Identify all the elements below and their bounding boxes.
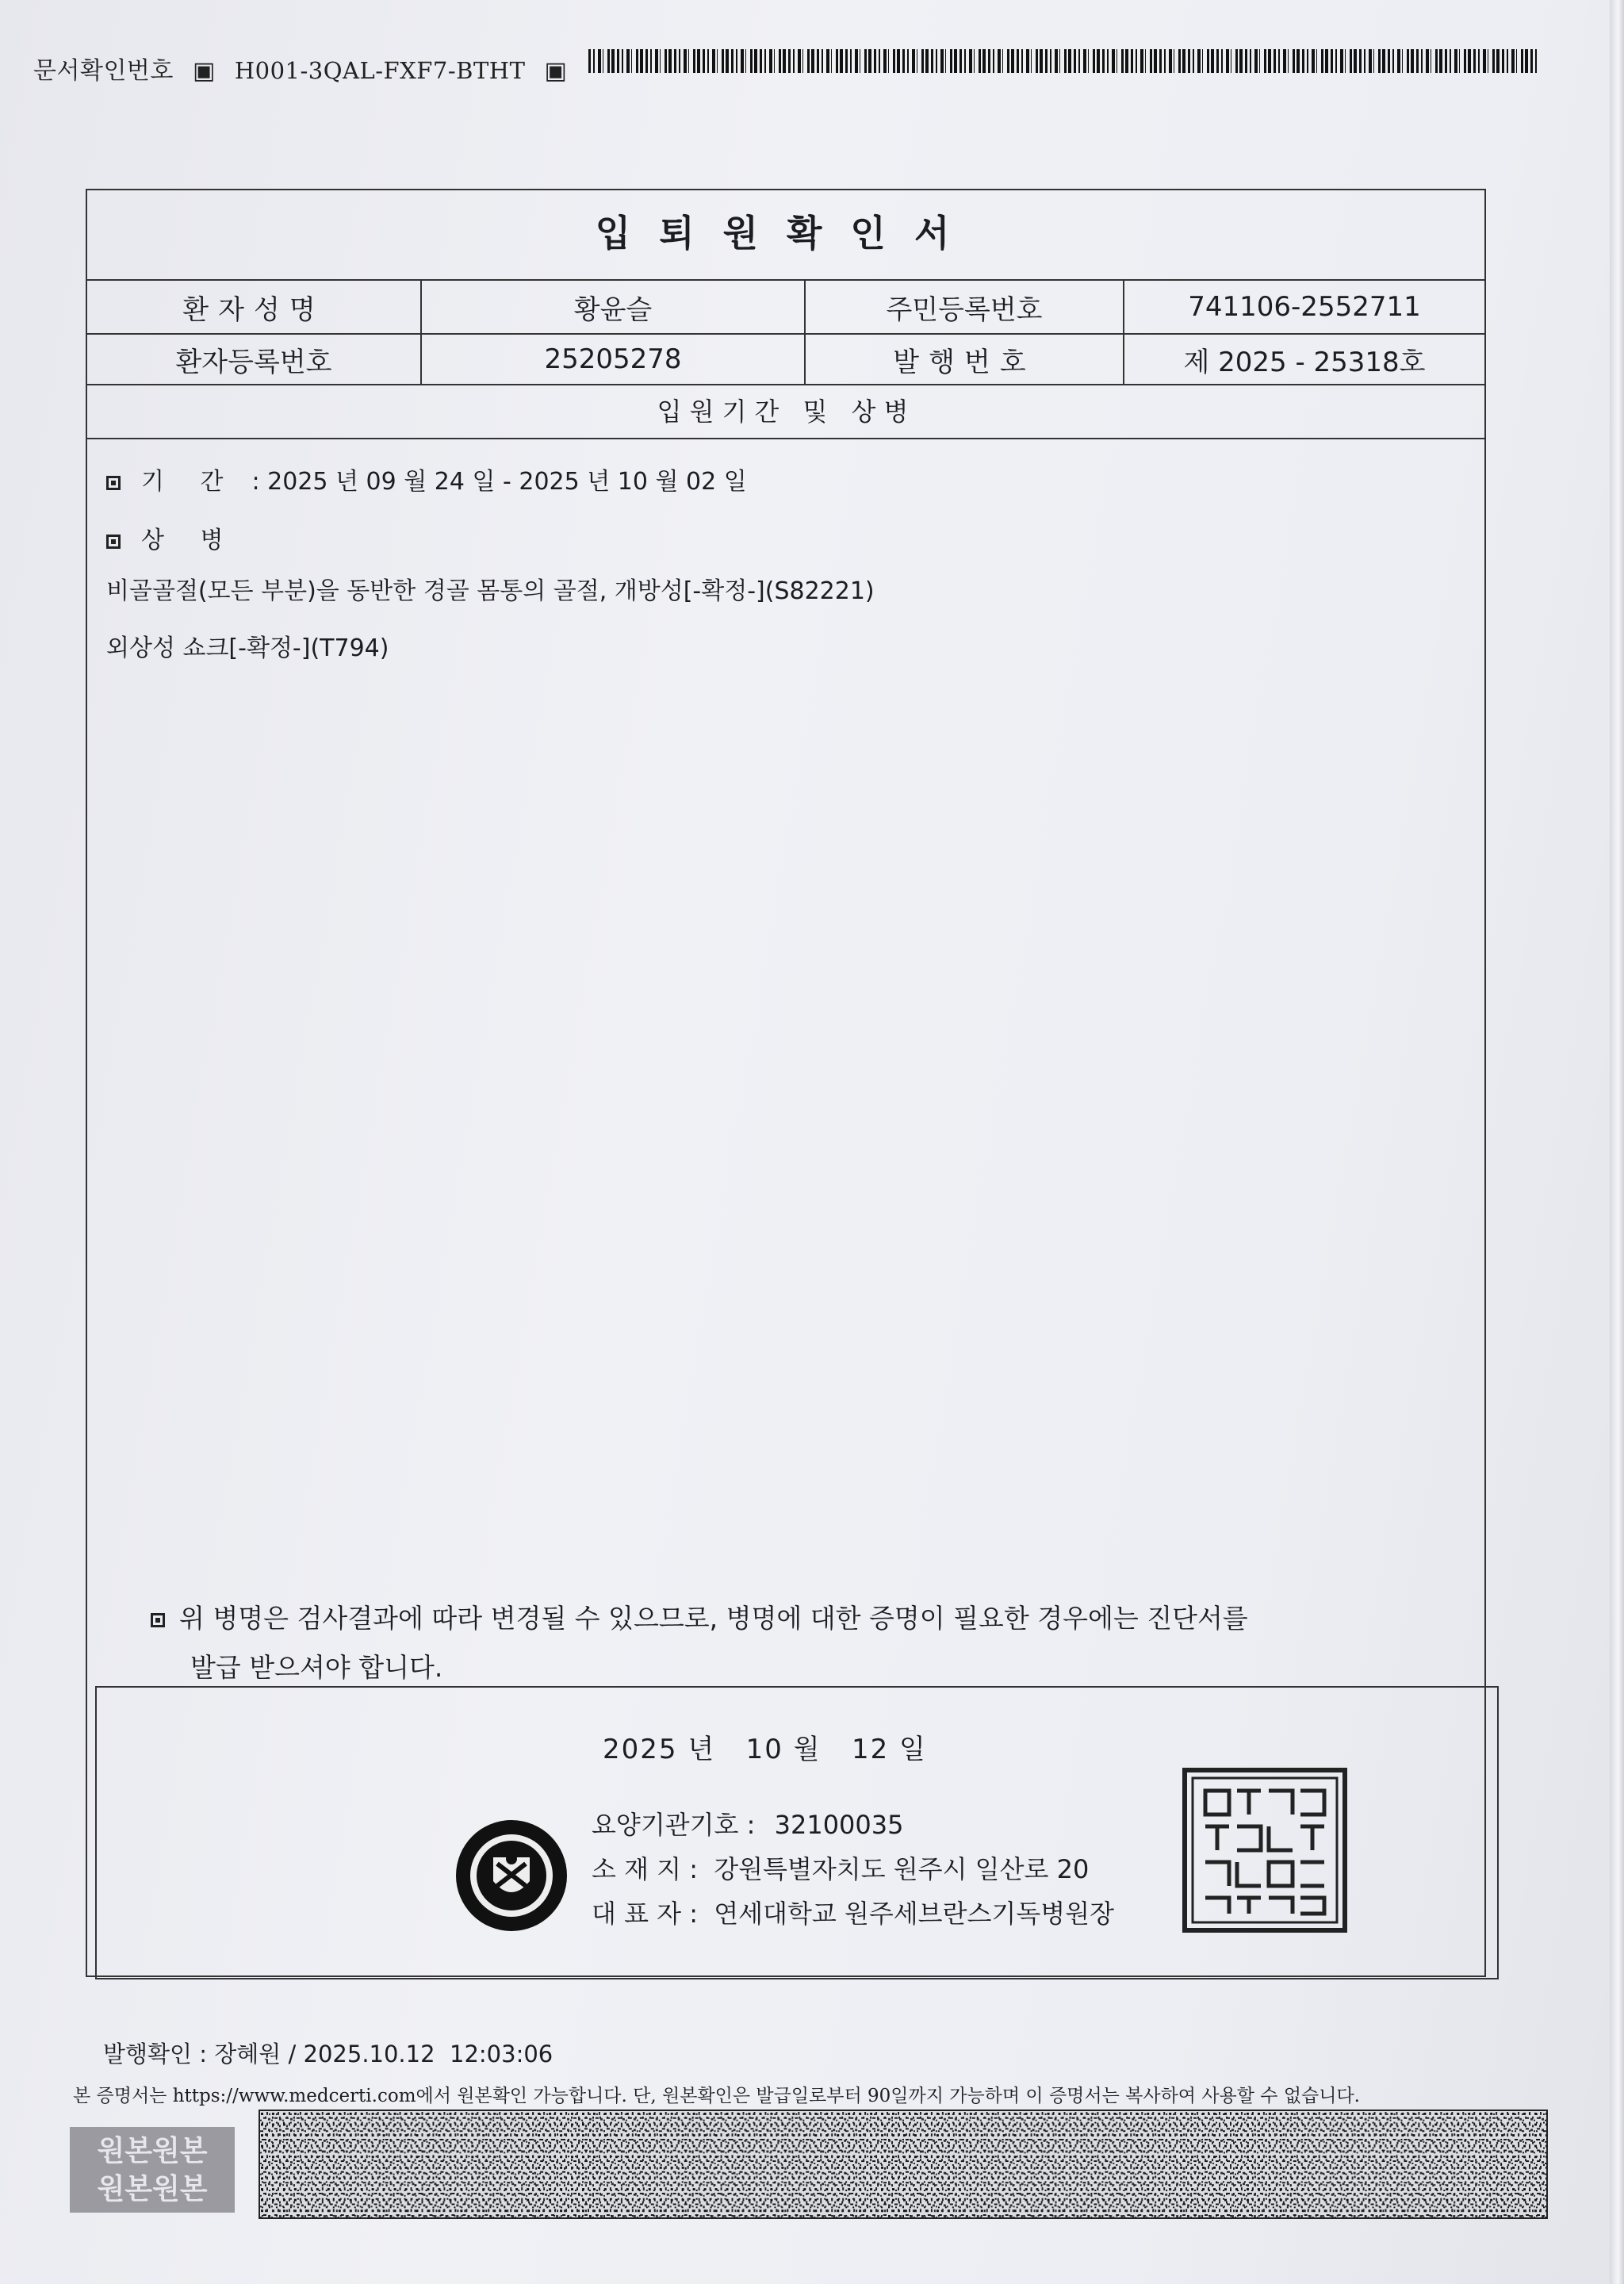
disease-item: 비골골절(모든 부분)을 동반한 경골 몸통의 골절, 개방성[-확정-](S82221) [106,577,875,605]
stamp-line-1: 원본원본 [97,2134,208,2167]
original-stamp [70,2127,235,2213]
paper-edge [1610,0,1624,2284]
document-id-label: 문서확인번호 [33,57,174,85]
patient-name-label: 환자성명 [182,293,325,326]
stamp-line-2: 원본원본 [97,2172,208,2205]
notice-line-1 [151,1594,1248,1643]
university-logo [454,1818,569,1933]
notice-text-1: 위 병명은 검사결과에 따라 변경될 수 있으므로, 병명에 대한 증명이 필요한 경우에는 진단서를 [179,1603,1248,1634]
disease-label: 상 병 [141,527,238,554]
period-value: : 2025 년 09 월 24 일 - 2025 년 10 월 02 일 [251,468,747,496]
table-divider [86,384,1486,385]
address-value: 강원특별자치도 원주시 일산로 20 [714,1854,1090,1884]
registration-value: 25205278 [544,343,682,375]
representative-line [592,1894,1114,1930]
patient-name-value: 황윤슬 [573,293,653,326]
rrn-label: 주민등록번호 [886,293,1043,326]
disclaimer-notice [151,1594,1248,1692]
document-id-line [33,51,567,86]
disease-heading-line [106,520,238,555]
official-seal [1182,1767,1348,1933]
table-divider [86,438,1486,439]
verification-note: 본 증명서는 https://www.medcerti.com에서 원본확인 가능합니다. 단, 원본확인은 발급일로부터 90일까지 가능하며 이 증명서는 복사하여 사용할 수 없습니다. [73,2086,1360,2106]
square-marker-icon: ▣ [192,57,216,85]
registration-label: 환자등록번호 [175,346,332,378]
institution-code-label: 요양기관기호 : [592,1810,756,1840]
disease-item: 외상성 쇼크[-확정-](T794) [106,634,389,662]
issue-number-label: 발행번호 [893,346,1036,378]
page-title: 입퇴원확인서 [595,212,979,255]
institution-code-line [592,1805,903,1841]
square-bullet-icon [106,476,121,490]
security-pattern [259,2110,1548,2219]
square-bullet-icon [106,535,121,549]
issue-number-value: 제 2025 - 25318호 [1183,346,1426,378]
issuer-border-left [95,1686,97,1979]
issuer-bottom [95,1978,1499,1979]
period-line [106,462,747,496]
certificate-frame [86,189,1486,1977]
representative-label: 대 표 자 : [592,1899,699,1929]
square-marker-icon: ▣ [544,57,568,85]
institution-code-value: 32100035 [774,1810,904,1840]
representative-value: 연세대학교 원주세브란스기독병원장 [714,1899,1114,1929]
issuer-divider [95,1686,1499,1688]
address-label: 소 재 지 : [592,1854,699,1884]
issue-confirmation: 발행확인 : 장혜원 / 2025.10.12 12:03:06 [103,2041,553,2067]
period-label: 기 간 [141,468,238,496]
address-line [592,1849,1089,1886]
notice-line-2: 발급 받으셔야 합니다. [190,1652,443,1683]
document-id-code: H001-3QAL-FXF7-BTHT [234,57,526,84]
section-heading: 입원기간 및 상병 [657,397,917,427]
square-bullet-icon [151,1613,165,1627]
rrn-value: 741106-2552711 [1188,291,1421,323]
barcode [588,49,1540,73]
issuer-border-right [1497,1686,1499,1979]
issue-date: 2025 년 10 월 12 일 [603,1734,927,1765]
